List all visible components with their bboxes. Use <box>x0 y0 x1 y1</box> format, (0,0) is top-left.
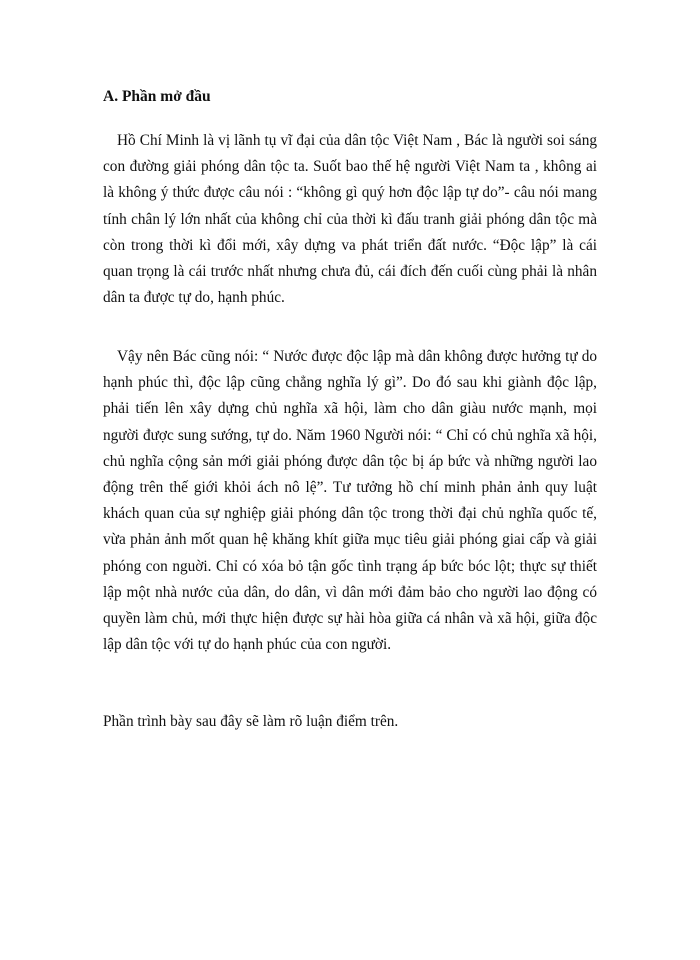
section-heading: A. Phần mở đầu <box>103 88 211 105</box>
paragraph-conclusion: Phần trình bày sau đây sẽ làm rõ luận điểm trên. <box>103 713 399 730</box>
paragraph-quote: Vậy nên Bác cũng nói: “ Nước được độc lập mà dân không được hưởng tự do hạnh phúc thì, độc lập cũng chẳng nghĩa lý gì”. Do đó sau khi giành độc lập, phải tiến lên xây dựng chủ nghĩa xã hội, làm cho dân giàu nước mạnh, mọi người được sung sướng, tự do. Năm 1960 Người nói: “ Chỉ có chủ nghĩa xã hội, chủ nghĩa cộng sản mới giải phóng được dân tộc bị áp bức và những người lao động trên thế giới khỏi ách nô lệ”. Tư tưởng hồ chí minh phản ảnh quy luật khách quan của sự nghiệp giải phóng dân tộc trong thời đại chủ nghĩa quốc tế, vừa phản ảnh mốt quan hệ khăng khít giữa mục tiêu giải phóng giai cấp và giải phóng con nguời. Chỉ có xóa bỏ tận gốc tình trạng áp bức bóc lột; thực sự thiết lập một nhà nước của dân, do dân, vì dân mới đảm bảo cho người lao động có quyền làm chủ, mới thực hiện được sự hài hòa giữa cá nhân và xã hội, giữa độc lập dân tộc với tự do hạnh phúc của con người. <box>103 348 597 654</box>
paragraph-intro: Hồ Chí Minh là vị lãnh tụ vĩ đại của dân tộc Việt Nam , Bác là người soi sáng con đường giải phóng dân tộc ta. Suốt bao thế hệ người Việt Nam ta , không ai là không ý thức được câu nói : “không gì quý hơn độc lập tự do”- câu nói mang tính chân lý lớn nhất của không chỉ của thời kì đấu tranh giải phóng dân tộc mà còn trong thời kì đổi mới, xây dựng va phát triển đất nước. “Độc lập” là cái quan trọng là cái trước nhất nhưng chưa đủ, cái đích đến cuối cùng phải là nhân dân ta được tự do, hạnh phúc. <box>103 132 597 307</box>
